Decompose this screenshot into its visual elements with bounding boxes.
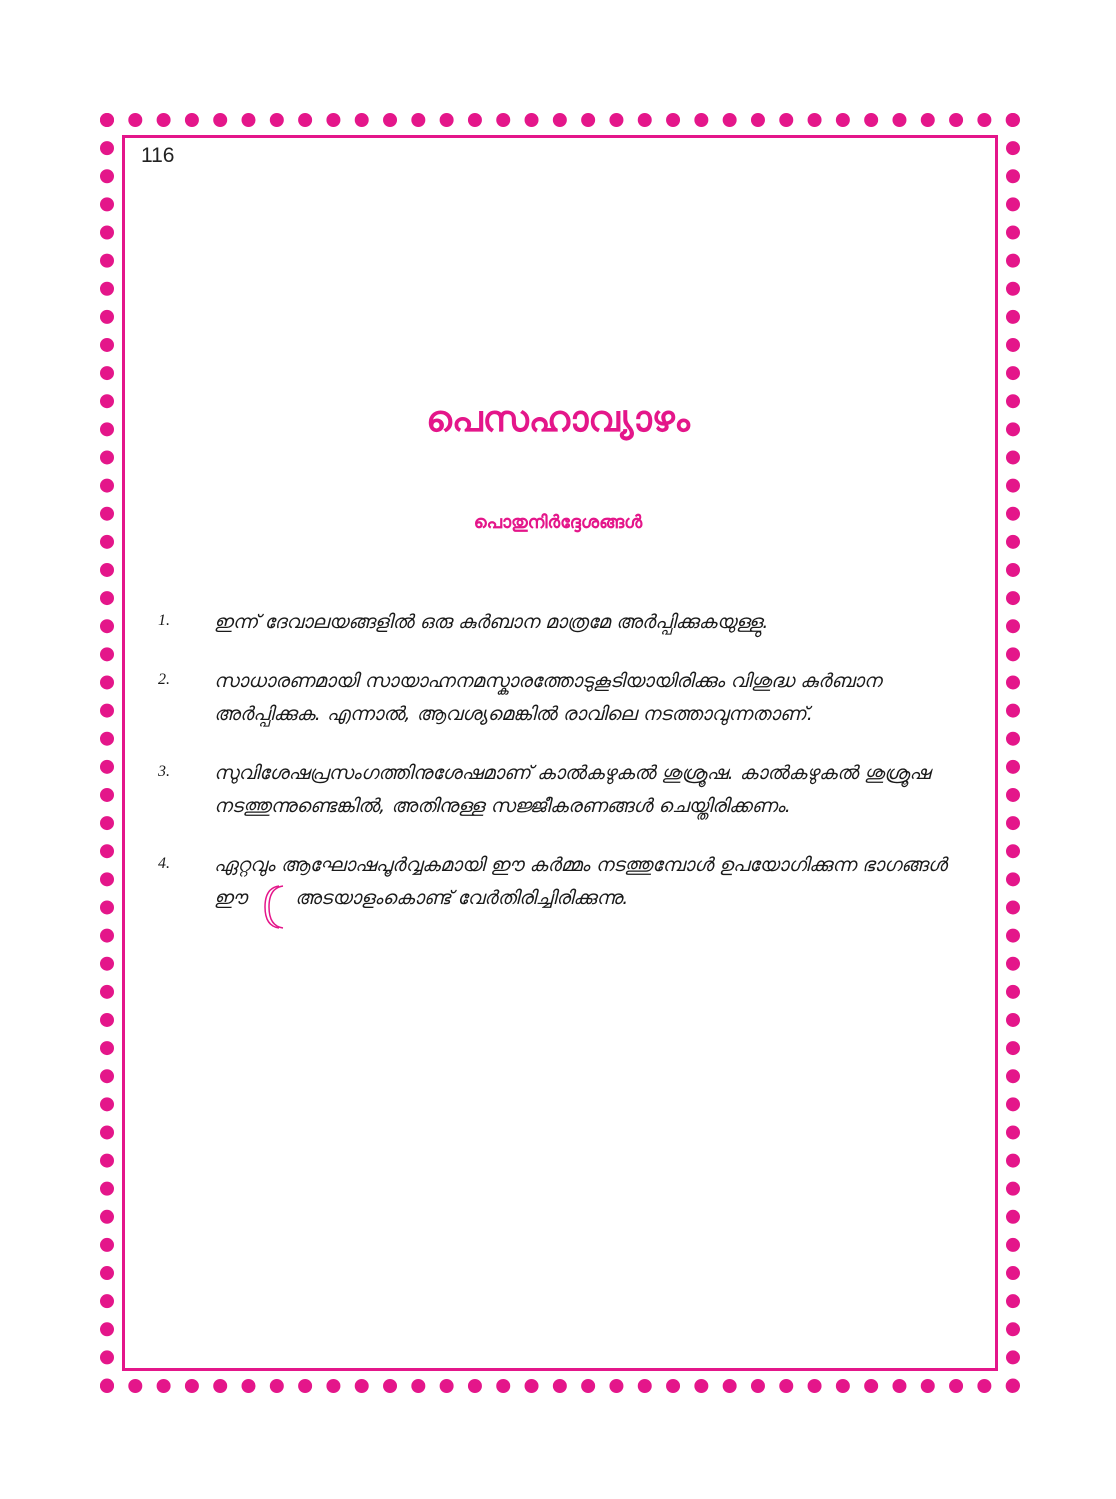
list-item bbox=[158, 849, 978, 930]
list-item-text-after: അടയാളംകൊണ്ട് വേർതിരിച്ചിരിക്കുന്നു. bbox=[294, 887, 629, 909]
list-item-text bbox=[214, 849, 978, 930]
list-item-number: 2. bbox=[158, 671, 170, 688]
list-item-number: 4. bbox=[158, 855, 170, 872]
page-title: പെസഹാവ്യാഴം bbox=[426, 399, 690, 440]
bracket-marker-icon bbox=[263, 884, 285, 930]
page-number: 116 bbox=[141, 144, 175, 167]
list-item-text: സുവിശേഷപ്രസംഗത്തിനുശേഷമാണ് കാൽകഴുകൽ ശുശ്രൂഷ. കാൽകഴുകൽ ശുശ്രൂഷ നടത്തുന്നുണ്ടെങ്കിൽ, അതിനുള്ള സജ്ജീകരണങ്ങൾ ചെയ്തിരിക്കണം. bbox=[214, 762, 931, 817]
list-item bbox=[158, 665, 978, 731]
instructions-list bbox=[158, 606, 978, 956]
list-item-text: സാധാരണമായി സായാഹ്നനമസ്കാരത്തോടുകൂടിയായിരിക്കും വിശുദ്ധ കുർബാന അർപ്പിക്കുക. എന്നാൽ, ആവശ്യമെങ്കിൽ രാവിലെ നടത്താവുന്നതാണ്. bbox=[214, 670, 882, 725]
list-item-text: ഇന്ന് ദേവാലയങ്ങളിൽ ഒരു കുർബാന മാത്രമേ അർപ്പിക്കുകയുള്ളു. bbox=[214, 611, 769, 633]
list-item bbox=[158, 606, 978, 639]
list-item-number: 3. bbox=[158, 763, 170, 780]
list-item-text-before: ഏറ്റവും ആഘോഷപൂർവ്വകമായി ഈ കർമ്മം നടത്തുമ്പോൾ ഉപയോഗിക്കുന്ന ഭാഗങ്ങൾ ഈ bbox=[214, 854, 947, 909]
list-item-number: 1. bbox=[158, 612, 170, 629]
section-subtitle: പൊതുനിർദ്ദേശങ്ങൾ bbox=[473, 512, 643, 533]
list-item bbox=[158, 757, 978, 823]
